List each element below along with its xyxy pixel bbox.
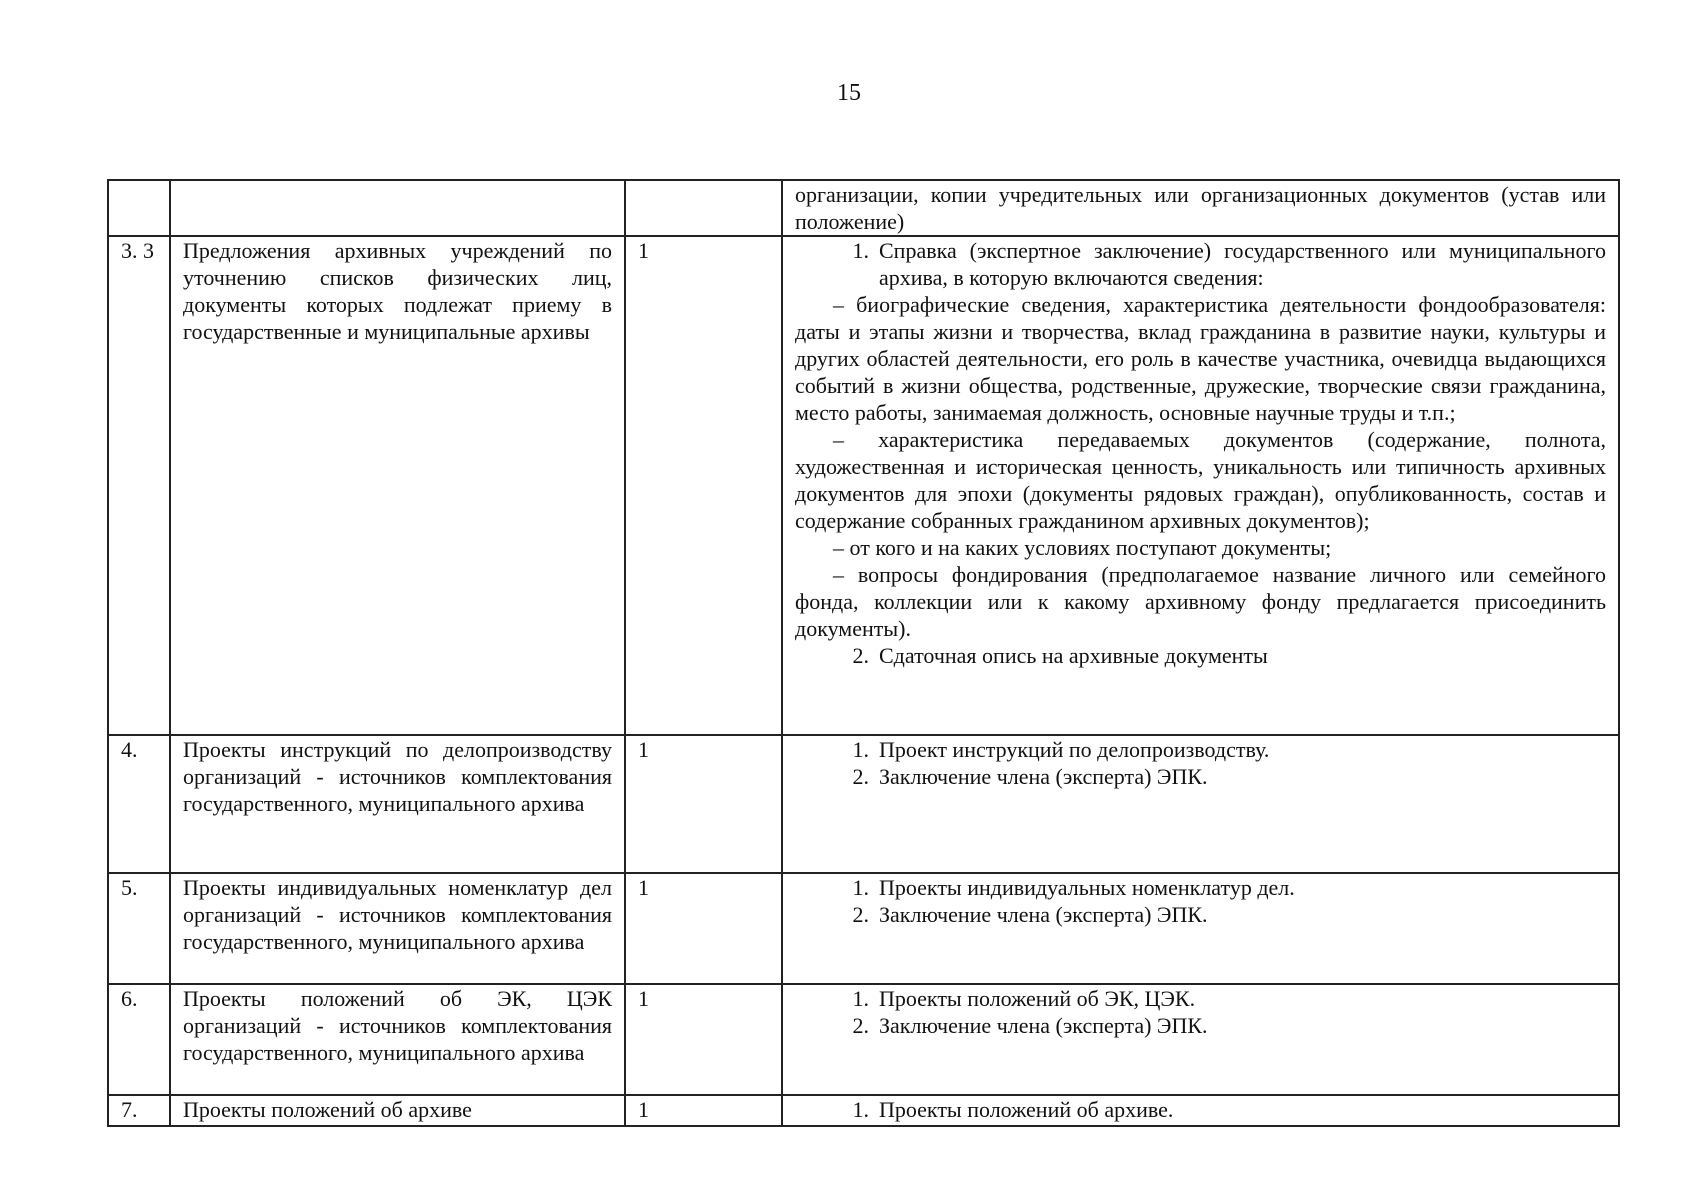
list-text: Заключение члена (эксперта) ЭПК. <box>879 1013 1208 1038</box>
row-qty: 1 <box>625 735 782 873</box>
row-name: Предложения архивных учреждений по уточнению списков физических лиц, документы которых подлежат приему в государственные и муниципальные архивы <box>170 236 625 735</box>
row-docs-cell <box>782 180 1619 236</box>
list-text: Сдаточная опись на архивные документы <box>879 643 1268 668</box>
list-text: Заключение члена (эксперта) ЭПК. <box>879 902 1208 927</box>
row-qty-cell <box>625 180 782 236</box>
row-number: 3. 3 <box>108 236 170 735</box>
document-table <box>107 179 1620 1127</box>
list-number: 1. <box>852 875 869 900</box>
row-qty: 1 <box>625 984 782 1095</box>
table-row-5 <box>108 873 1619 984</box>
row-name: Проекты инструкций по делопроизводству организаций - источников комплектования государственного, муниципального архива <box>170 735 625 873</box>
list-number: 1. <box>852 737 869 762</box>
list-text: Проекты положений об ЭК, ЦЭК. <box>879 986 1196 1011</box>
row-name-cell <box>170 180 625 236</box>
row-name: Проекты положений об архиве <box>170 1095 625 1126</box>
row-number: 6. <box>108 984 170 1095</box>
row-docs <box>782 735 1619 873</box>
doc-list-item <box>795 237 1606 291</box>
list-number: 1. <box>852 1097 869 1122</box>
table-row-continuation <box>108 180 1619 236</box>
row-qty: 1 <box>625 1095 782 1126</box>
list-number: 2. <box>852 1013 869 1038</box>
row-name: Проекты положений об ЭК, ЦЭК организаций - источников комплектования государственного, муниципального архива <box>170 984 625 1095</box>
row-number: 4. <box>108 735 170 873</box>
dash-paragraph: – характеристика передаваемых документов (содержание, полнота, художественная и историческая ценность, уникальность или типичность архивных документов для эпохи (документы рядовых граждан), опубликованность, состав и содержание собранных гражданином архивных документов); <box>795 427 1606 533</box>
doc-list-item <box>795 1012 1606 1039</box>
row-qty: 1 <box>625 236 782 735</box>
list-text: Проект инструкций по делопроизводству. <box>879 737 1270 762</box>
row-name: Проекты индивидуальных номенклатур дел организаций - источников комплектования государственного, муниципального архива <box>170 873 625 984</box>
row-qty: 1 <box>625 873 782 984</box>
list-number: 2. <box>852 764 869 789</box>
doc-list-item <box>795 985 1606 1012</box>
doc-list-item <box>795 1096 1606 1123</box>
table-row-4 <box>108 735 1619 873</box>
list-text: Проекты индивидуальных номенклатур дел. <box>879 875 1295 900</box>
doc-list-item <box>795 874 1606 901</box>
table-row-7 <box>108 1095 1619 1126</box>
row-number-cell <box>108 180 170 236</box>
list-number: 1. <box>852 238 869 263</box>
doc-list-item <box>795 901 1606 928</box>
row-number: 7. <box>108 1095 170 1126</box>
row-docs <box>782 984 1619 1095</box>
table-row-6 <box>108 984 1619 1095</box>
doc-list-item <box>795 763 1606 790</box>
doc-list-item <box>795 736 1606 763</box>
dash-paragraph: – вопросы фондирования (предполагаемое название личного или семейного фонда, коллекции или к какому архивному фонду предлагается присоединить документы). <box>795 562 1606 641</box>
row-number: 5. <box>108 873 170 984</box>
doc-list-item <box>795 642 1606 669</box>
row-docs <box>782 236 1619 735</box>
row-docs <box>782 873 1619 984</box>
dash-paragraph: – от кого и на каких условиях поступают документы; <box>833 535 1332 560</box>
row-docs <box>782 1095 1619 1126</box>
list-text: Справка (экспертное заключение) государственного или муниципального архива, в которую включаются сведения: <box>879 238 1606 290</box>
list-text: Проекты положений об архиве. <box>879 1097 1174 1122</box>
page-number: 15 <box>837 80 861 106</box>
list-number: 1. <box>852 986 869 1011</box>
dash-paragraph: – биографические сведения, характеристика деятельности фондообразователя: даты и этапы жизни и творчества, вклад гражданина в развитие науки, культуры и других областей деятельности, его роль в качестве участника, очевидца выдающихся событий в жизни общества, родственные, дружеские, творческие связи гражданина, место работы, занимаемая должность, основные научные труды и т.п.; <box>795 292 1606 425</box>
table-row-3 <box>108 236 1619 735</box>
list-number: 2. <box>852 643 869 668</box>
continuation-text: организации, копии учредительных или организационных документов (устав или положение) <box>795 182 1606 234</box>
list-text: Заключение члена (эксперта) ЭПК. <box>879 764 1208 789</box>
list-number: 2. <box>852 902 869 927</box>
